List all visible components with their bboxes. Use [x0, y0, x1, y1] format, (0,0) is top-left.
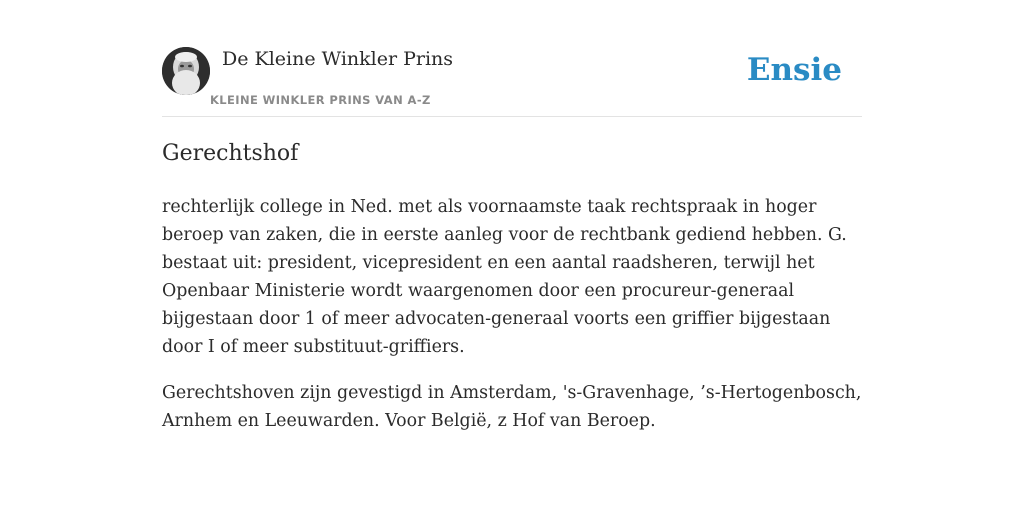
- header: [162, 44, 862, 117]
- portrait-icon: [162, 47, 210, 95]
- source-name[interactable]: KLEINE WINKLER PRINS VAN A-Z: [210, 93, 431, 107]
- article-paragraph: Gerechtshoven zijn gevestigd in Amsterdam, 's-Gravenhage, ’s-Hertogenbosch, Arnhem en Leeuwarden. Voor België, z Hof van Beroep.: [162, 383, 862, 431]
- article-paragraph: rechterlijk college in Ned. met als voornaamste taak rechtspraak in hoger beroep van zaken, die in eerste aanleg voor de rechtbank gediend hebben. G. bestaat uit: president, vicepresident en een aantal raadsheren, terwijl het Openbaar Ministerie wordt waargenomen door een procureur-generaal bijgestaan door 1 of meer advocaten-generaal voorts een griffier bijgestaan door I of meer substituut-griffiers.: [162, 197, 847, 357]
- article-title: Gerechtshof: [162, 141, 299, 166]
- author-avatar[interactable]: [162, 47, 210, 95]
- author-name[interactable]: De Kleine Winkler Prins: [222, 48, 454, 70]
- article-content: [162, 193, 864, 453]
- ensie-logo[interactable]: Ensie: [746, 52, 842, 88]
